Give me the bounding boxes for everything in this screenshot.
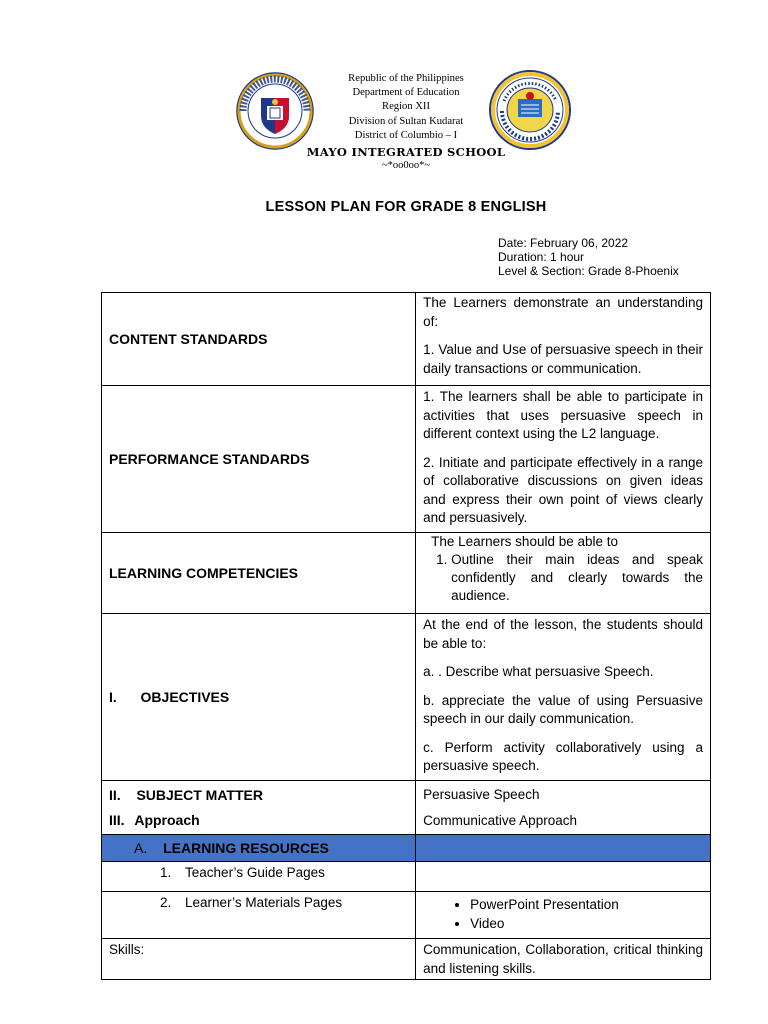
agency-line-department: Department of Education	[352, 87, 460, 99]
approach-label: Approach	[134, 812, 200, 829]
lesson-meta	[498, 236, 679, 278]
objectives-item-b: b. appreciate the value of using Persuasive speech in our daily communication.	[423, 692, 703, 726]
objectives-item-a: a. . Describe what persuasive Speech.	[423, 664, 654, 679]
objectives-number: I.	[109, 689, 117, 705]
agency-line-division: Division of Sultan Kudarat	[348, 115, 464, 127]
agency-line-region: Region XII	[382, 101, 430, 113]
skills-value-cell	[416, 939, 711, 980]
list-item: 1. Outline their main ideas and speak confidently and clearly towards the audience.	[451, 551, 703, 605]
table-row	[102, 614, 711, 781]
learning-resources-label-cell	[102, 835, 416, 862]
agency-line-republic: Republic of the Philippines	[348, 73, 464, 84]
approach-label-cell	[102, 807, 416, 835]
list-item: • PowerPoint Presentation	[470, 895, 703, 914]
objectives-item-c: c. Perform activity collaboratively using a persuasive speech.	[423, 739, 703, 773]
skills-value: Communication, Collaboration, critical thinking and listening skills.	[423, 942, 703, 976]
performance-standards-item-2: 2. Initiate and participate effectively in a range of collaborative discussions on given ideas and express their own point of views clearly and persuasively.	[423, 454, 703, 525]
performance-standards-label: PERFORMANCE STANDARDS	[109, 451, 310, 467]
teachers-guide-label: Teacher’s Guide Pages	[185, 865, 325, 880]
table-row	[102, 862, 711, 892]
subject-matter-value: Persuasive Speech	[416, 781, 711, 807]
content-standards-item: 1. Value and Use of persuasive speech in their daily transactions or communication.	[423, 342, 703, 376]
skills-label-cell	[102, 939, 416, 980]
performance-standards-label-cell	[102, 386, 416, 533]
subject-matter-label-cell	[102, 781, 416, 807]
table-row	[102, 892, 711, 939]
approach-value: Communicative Approach	[416, 807, 711, 835]
table-row	[102, 835, 711, 862]
learners-materials-value-cell	[416, 892, 711, 939]
table-row	[102, 939, 711, 980]
objectives-intro: At the end of the lesson, the students should be able to:	[423, 617, 703, 651]
learners-materials-label-cell	[102, 892, 416, 939]
date-line: Date: February 06, 2022	[498, 236, 629, 250]
level-section-line: Level & Section: Grade 8-Phoenix	[498, 264, 679, 278]
content-standards-value-cell	[416, 293, 711, 386]
list-item: • Video	[470, 914, 703, 933]
performance-standards-item-1: 1. The learners shall be able to participate in activities that uses persuasive speech in different context using the L2 language.	[423, 389, 703, 441]
performance-standards-value-cell	[416, 386, 711, 533]
table-row	[102, 293, 711, 386]
table-row	[102, 781, 711, 807]
objectives-label-cell	[102, 614, 416, 781]
lesson-plan-table	[101, 292, 711, 980]
agency-lines	[0, 72, 768, 143]
letterhead	[0, 66, 768, 186]
learning-competencies-list	[423, 551, 703, 605]
school-name: MAYO INTEGRATED SCHOOL	[306, 145, 506, 159]
table-row	[102, 386, 711, 533]
teachers-guide-number: 1.	[160, 865, 172, 880]
learning-competencies-intro: The Learners should be able to	[431, 534, 619, 549]
teachers-guide-value	[416, 862, 711, 892]
learning-resources-label: LEARNING RESOURCES	[163, 840, 329, 856]
learning-resources-letter: A.	[134, 840, 148, 856]
agency-line-district: District of Columbio – I	[354, 129, 458, 141]
skills-label: Skills:	[109, 942, 145, 957]
learners-materials-label: Learner’s Materials Pages	[185, 895, 343, 910]
duration-line: Duration: 1 hour	[498, 250, 585, 264]
approach-number: III.	[109, 812, 125, 829]
content-standards-label: CONTENT STANDARDS	[109, 331, 268, 347]
table-row	[102, 533, 711, 614]
learners-materials-list	[423, 895, 703, 933]
subject-matter-label: SUBJECT MATTER	[136, 786, 263, 803]
learning-competencies-label-cell	[102, 533, 416, 614]
content-standards-intro: The Learners demonstrate an understanding of:	[423, 295, 703, 329]
learning-competencies-value-cell	[416, 533, 711, 614]
school-seal-icon	[488, 69, 572, 151]
objectives-label: OBJECTIVES	[140, 689, 230, 705]
learning-resources-value-cell	[416, 835, 711, 862]
subject-matter-number: II.	[109, 786, 121, 803]
learners-materials-number: 2.	[160, 895, 172, 910]
learning-competencies-label: LEARNING COMPETENCIES	[109, 565, 299, 581]
objectives-value-cell	[416, 614, 711, 781]
motto: ~*oo0oo*~	[381, 160, 431, 171]
teachers-guide-label-cell	[102, 862, 416, 892]
content-standards-label-cell	[102, 293, 416, 386]
table-row	[102, 807, 711, 835]
page-title: LESSON PLAN FOR GRADE 8 ENGLISH	[265, 199, 547, 215]
